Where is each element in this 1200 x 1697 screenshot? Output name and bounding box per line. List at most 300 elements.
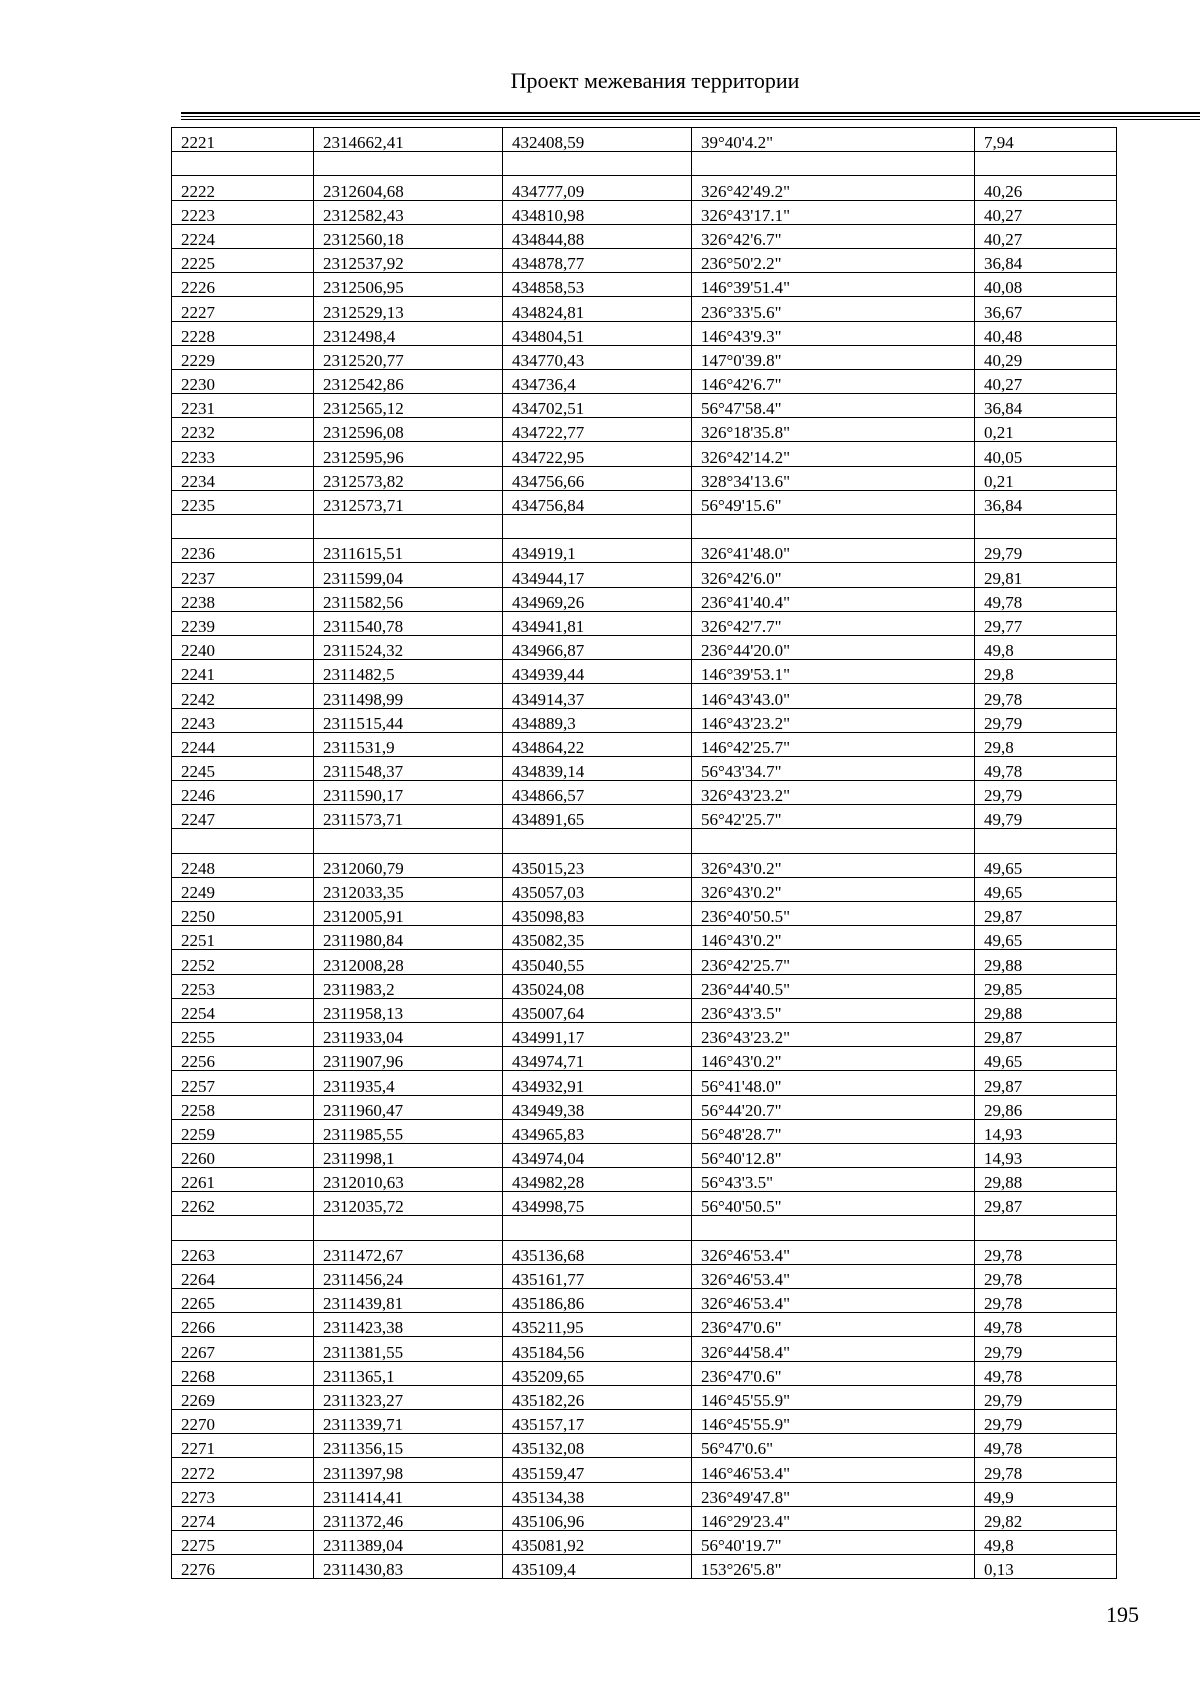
distance-cell: 29,79 (975, 1337, 1117, 1361)
table-row (172, 1385, 1117, 1409)
table-row (172, 1555, 1117, 1579)
table-row (172, 1095, 1117, 1119)
x-coordinate-cell: 2312573,82 (314, 466, 503, 490)
table-row (172, 805, 1117, 829)
x-coordinate-cell: 2311397,98 (314, 1458, 503, 1482)
point-number-cell: 2242 (172, 684, 314, 708)
table-row (172, 297, 1117, 321)
direction-angle-cell (692, 829, 975, 853)
direction-angle-cell: 326°42'6.7" (692, 224, 975, 248)
x-coordinate-cell: 2311582,56 (314, 587, 503, 611)
y-coordinate-cell (503, 829, 692, 853)
y-coordinate-cell: 435157,17 (503, 1409, 692, 1433)
x-coordinate-cell: 2312035,72 (314, 1192, 503, 1216)
point-number-cell: 2237 (172, 563, 314, 587)
table-row (172, 1409, 1117, 1433)
distance-cell: 29,85 (975, 974, 1117, 998)
x-coordinate-cell: 2311985,55 (314, 1119, 503, 1143)
direction-angle-cell: 146°29'23.4" (692, 1506, 975, 1530)
point-number-cell: 2272 (172, 1458, 314, 1482)
distance-cell: 29,79 (975, 781, 1117, 805)
y-coordinate-cell: 434878,77 (503, 248, 692, 272)
direction-angle-cell: 146°39'53.1" (692, 660, 975, 684)
x-coordinate-cell: 2311933,04 (314, 1022, 503, 1046)
table-row (172, 200, 1117, 224)
table-row (172, 1240, 1117, 1264)
direction-angle-cell: 326°42'7.7" (692, 611, 975, 635)
distance-cell: 29,82 (975, 1506, 1117, 1530)
distance-cell: 49,65 (975, 877, 1117, 901)
y-coordinate-cell: 434866,57 (503, 781, 692, 805)
distance-cell: 49,65 (975, 1047, 1117, 1071)
direction-angle-cell: 146°43'9.3" (692, 321, 975, 345)
direction-angle-cell: 236°44'20.0" (692, 635, 975, 659)
table-row (172, 611, 1117, 635)
direction-angle-cell: 56°40'19.7" (692, 1530, 975, 1554)
direction-angle-cell: 56°43'3.5" (692, 1168, 975, 1192)
x-coordinate-cell: 2312008,28 (314, 950, 503, 974)
distance-cell: 49,78 (975, 1313, 1117, 1337)
y-coordinate-cell: 435132,08 (503, 1434, 692, 1458)
y-coordinate-cell: 435109,4 (503, 1555, 692, 1579)
point-number-cell: 2268 (172, 1361, 314, 1385)
x-coordinate-cell: 2312033,35 (314, 877, 503, 901)
distance-cell: 40,27 (975, 224, 1117, 248)
x-coordinate-cell: 2311339,71 (314, 1409, 503, 1433)
point-number-cell: 2229 (172, 345, 314, 369)
distance-cell: 40,29 (975, 345, 1117, 369)
point-number-cell: 2261 (172, 1168, 314, 1192)
direction-angle-cell: 236°40'50.5" (692, 902, 975, 926)
direction-angle-cell (692, 515, 975, 539)
direction-angle-cell: 236°50'2.2" (692, 248, 975, 272)
point-number-cell: 2266 (172, 1313, 314, 1337)
y-coordinate-cell: 434941,81 (503, 611, 692, 635)
table-row (172, 224, 1117, 248)
x-coordinate-cell: 2311599,04 (314, 563, 503, 587)
separator-row (172, 829, 1117, 853)
y-coordinate-cell: 434944,17 (503, 563, 692, 587)
point-number-cell: 2263 (172, 1240, 314, 1264)
x-coordinate-cell: 2311372,46 (314, 1506, 503, 1530)
direction-angle-cell: 56°40'50.5" (692, 1192, 975, 1216)
table-row (172, 369, 1117, 393)
direction-angle-cell: 56°48'28.7" (692, 1119, 975, 1143)
point-number-cell: 2267 (172, 1337, 314, 1361)
x-coordinate-cell: 2312520,77 (314, 345, 503, 369)
point-number-cell: 2273 (172, 1482, 314, 1506)
direction-angle-cell (692, 1216, 975, 1240)
point-number-cell: 2260 (172, 1143, 314, 1167)
y-coordinate-cell: 434969,26 (503, 587, 692, 611)
distance-cell: 29,87 (975, 1071, 1117, 1095)
y-coordinate-cell: 434702,51 (503, 394, 692, 418)
y-coordinate-cell: 434991,17 (503, 1022, 692, 1046)
direction-angle-cell: 56°40'12.8" (692, 1143, 975, 1167)
y-coordinate-cell: 434974,71 (503, 1047, 692, 1071)
table-row (172, 1168, 1117, 1192)
point-number-cell: 2246 (172, 781, 314, 805)
separator-row (172, 152, 1117, 176)
x-coordinate-cell: 2311980,84 (314, 926, 503, 950)
distance-cell: 29,86 (975, 1095, 1117, 1119)
point-number-cell: 2275 (172, 1530, 314, 1554)
direction-angle-cell: 56°42'25.7" (692, 805, 975, 829)
direction-angle-cell: 146°43'23.2" (692, 708, 975, 732)
y-coordinate-cell: 434939,44 (503, 660, 692, 684)
point-number-cell: 2276 (172, 1555, 314, 1579)
direction-angle-cell: 56°43'34.7" (692, 756, 975, 780)
x-coordinate-cell: 2311356,15 (314, 1434, 503, 1458)
y-coordinate-cell: 435057,03 (503, 877, 692, 901)
y-coordinate-cell: 435186,86 (503, 1289, 692, 1313)
point-number-cell: 2258 (172, 1095, 314, 1119)
x-coordinate-cell: 2312010,63 (314, 1168, 503, 1192)
distance-cell: 29,88 (975, 950, 1117, 974)
distance-cell: 36,67 (975, 297, 1117, 321)
y-coordinate-cell: 435209,65 (503, 1361, 692, 1385)
x-coordinate-cell: 2311998,1 (314, 1143, 503, 1167)
table-row (172, 394, 1117, 418)
x-coordinate-cell: 2311515,44 (314, 708, 503, 732)
x-coordinate-cell: 2311524,32 (314, 635, 503, 659)
direction-angle-cell: 56°47'0.6" (692, 1434, 975, 1458)
point-number-cell: 2228 (172, 321, 314, 345)
direction-angle-cell: 146°39'51.4" (692, 273, 975, 297)
table-row (172, 974, 1117, 998)
y-coordinate-cell: 434722,77 (503, 418, 692, 442)
y-coordinate-cell: 434919,1 (503, 539, 692, 563)
x-coordinate-cell: 2311381,55 (314, 1337, 503, 1361)
y-coordinate-cell: 435211,95 (503, 1313, 692, 1337)
distance-cell: 49,65 (975, 853, 1117, 877)
coordinates-table (171, 127, 1117, 1579)
distance-cell (975, 1216, 1117, 1240)
y-coordinate-cell: 434722,95 (503, 442, 692, 466)
x-coordinate-cell: 2311935,4 (314, 1071, 503, 1095)
y-coordinate-cell: 434756,84 (503, 490, 692, 514)
distance-cell: 49,79 (975, 805, 1117, 829)
point-number-cell: 2250 (172, 902, 314, 926)
distance-cell: 36,84 (975, 248, 1117, 272)
y-coordinate-cell: 434889,3 (503, 708, 692, 732)
y-coordinate-cell: 434932,91 (503, 1071, 692, 1095)
distance-cell: 40,26 (975, 176, 1117, 200)
point-number-cell: 2251 (172, 926, 314, 950)
distance-cell: 29,78 (975, 684, 1117, 708)
distance-cell: 40,48 (975, 321, 1117, 345)
y-coordinate-cell: 435182,26 (503, 1385, 692, 1409)
table-row (172, 1047, 1117, 1071)
distance-cell: 29,88 (975, 998, 1117, 1022)
table-row (172, 1482, 1117, 1506)
distance-cell: 49,8 (975, 1530, 1117, 1554)
point-number-cell: 2248 (172, 853, 314, 877)
table-row (172, 1022, 1117, 1046)
direction-angle-cell: 326°46'53.4" (692, 1264, 975, 1288)
point-number-cell: 2232 (172, 418, 314, 442)
y-coordinate-cell: 434770,43 (503, 345, 692, 369)
table-row (172, 902, 1117, 926)
y-coordinate-cell: 434982,28 (503, 1168, 692, 1192)
y-coordinate-cell: 435136,68 (503, 1240, 692, 1264)
y-coordinate-cell: 434864,22 (503, 732, 692, 756)
direction-angle-cell: 56°49'15.6" (692, 490, 975, 514)
table-row (172, 1289, 1117, 1313)
table-row (172, 1313, 1117, 1337)
table-row (172, 1506, 1117, 1530)
x-coordinate-cell: 2311958,13 (314, 998, 503, 1022)
y-coordinate-cell: 435134,38 (503, 1482, 692, 1506)
direction-angle-cell: 236°43'3.5" (692, 998, 975, 1022)
point-number-cell: 2259 (172, 1119, 314, 1143)
table-row (172, 1119, 1117, 1143)
point-number-cell: 2264 (172, 1264, 314, 1288)
y-coordinate-cell: 435106,96 (503, 1506, 692, 1530)
page-header-title: Проект межевания территории (510, 68, 800, 93)
point-number-cell: 2235 (172, 490, 314, 514)
y-coordinate-cell: 434998,75 (503, 1192, 692, 1216)
point-number-cell: 2274 (172, 1506, 314, 1530)
table-row (172, 1530, 1117, 1554)
point-number-cell: 2239 (172, 611, 314, 635)
y-coordinate-cell: 434839,14 (503, 756, 692, 780)
table-row (172, 781, 1117, 805)
x-coordinate-cell: 2311960,47 (314, 1095, 503, 1119)
y-coordinate-cell (503, 1216, 692, 1240)
header-rule (181, 119, 1200, 120)
direction-angle-cell: 326°42'49.2" (692, 176, 975, 200)
distance-cell: 36,84 (975, 394, 1117, 418)
distance-cell: 29,8 (975, 732, 1117, 756)
table-row (172, 563, 1117, 587)
x-coordinate-cell: 2311498,99 (314, 684, 503, 708)
table-row (172, 345, 1117, 369)
direction-angle-cell: 236°42'25.7" (692, 950, 975, 974)
x-coordinate-cell: 2311423,38 (314, 1313, 503, 1337)
y-coordinate-cell: 435161,77 (503, 1264, 692, 1288)
direction-angle-cell: 326°18'35.8" (692, 418, 975, 442)
table-row (172, 490, 1117, 514)
point-number-cell: 2257 (172, 1071, 314, 1095)
y-coordinate-cell: 435040,55 (503, 950, 692, 974)
distance-cell: 49,9 (975, 1482, 1117, 1506)
distance-cell: 29,77 (975, 611, 1117, 635)
y-coordinate-cell: 434824,81 (503, 297, 692, 321)
direction-angle-cell (692, 152, 975, 176)
point-number-cell (172, 1216, 314, 1240)
direction-angle-cell: 236°47'0.6" (692, 1361, 975, 1385)
y-coordinate-cell (503, 152, 692, 176)
point-number-cell: 2262 (172, 1192, 314, 1216)
distance-cell: 49,78 (975, 1361, 1117, 1385)
page-number: 195 (1106, 1602, 1139, 1627)
x-coordinate-cell: 2311590,17 (314, 781, 503, 805)
x-coordinate-cell: 2311472,67 (314, 1240, 503, 1264)
x-coordinate-cell (314, 515, 503, 539)
x-coordinate-cell: 2312582,43 (314, 200, 503, 224)
y-coordinate-cell: 435015,23 (503, 853, 692, 877)
y-coordinate-cell: 434858,53 (503, 273, 692, 297)
table-row (172, 442, 1117, 466)
direction-angle-cell: 326°43'17.1" (692, 200, 975, 224)
table-row (172, 684, 1117, 708)
direction-angle-cell: 39°40'4.2" (692, 128, 975, 152)
distance-cell: 29,87 (975, 1022, 1117, 1046)
point-number-cell: 2225 (172, 248, 314, 272)
distance-cell: 49,78 (975, 1434, 1117, 1458)
distance-cell: 40,27 (975, 369, 1117, 393)
direction-angle-cell: 146°42'6.7" (692, 369, 975, 393)
direction-angle-cell: 326°43'0.2" (692, 853, 975, 877)
y-coordinate-cell: 432408,59 (503, 128, 692, 152)
table-row (172, 1434, 1117, 1458)
x-coordinate-cell: 2311548,37 (314, 756, 503, 780)
x-coordinate-cell: 2312060,79 (314, 853, 503, 877)
point-number-cell: 2240 (172, 635, 314, 659)
table-row (172, 128, 1117, 152)
x-coordinate-cell: 2311365,1 (314, 1361, 503, 1385)
x-coordinate-cell: 2312565,12 (314, 394, 503, 418)
table-row (172, 635, 1117, 659)
distance-cell: 29,79 (975, 708, 1117, 732)
point-number-cell: 2238 (172, 587, 314, 611)
x-coordinate-cell: 2312498,4 (314, 321, 503, 345)
table-row (172, 708, 1117, 732)
direction-angle-cell: 56°44'20.7" (692, 1095, 975, 1119)
y-coordinate-cell: 434949,38 (503, 1095, 692, 1119)
direction-angle-cell: 326°43'23.2" (692, 781, 975, 805)
x-coordinate-cell: 2312595,96 (314, 442, 503, 466)
distance-cell: 29,79 (975, 539, 1117, 563)
y-coordinate-cell: 434810,98 (503, 200, 692, 224)
table-row (172, 248, 1117, 272)
y-coordinate-cell (503, 515, 692, 539)
direction-angle-cell: 236°41'40.4" (692, 587, 975, 611)
x-coordinate-cell (314, 829, 503, 853)
distance-cell: 29,88 (975, 1168, 1117, 1192)
x-coordinate-cell: 2311531,9 (314, 732, 503, 756)
direction-angle-cell: 236°33'5.6" (692, 297, 975, 321)
distance-cell: 7,94 (975, 128, 1117, 152)
separator-row (172, 515, 1117, 539)
table-row (172, 1143, 1117, 1167)
direction-angle-cell: 236°43'23.2" (692, 1022, 975, 1046)
x-coordinate-cell: 2312506,95 (314, 273, 503, 297)
point-number-cell: 2249 (172, 877, 314, 901)
point-number-cell (172, 152, 314, 176)
distance-cell (975, 515, 1117, 539)
direction-angle-cell: 236°49'47.8" (692, 1482, 975, 1506)
table-row (172, 950, 1117, 974)
distance-cell: 40,08 (975, 273, 1117, 297)
point-number-cell: 2256 (172, 1047, 314, 1071)
y-coordinate-cell: 435007,64 (503, 998, 692, 1022)
point-number-cell: 2223 (172, 200, 314, 224)
x-coordinate-cell: 2312604,68 (314, 176, 503, 200)
point-number-cell: 2221 (172, 128, 314, 152)
direction-angle-cell: 153°26'5.8" (692, 1555, 975, 1579)
y-coordinate-cell: 434914,37 (503, 684, 692, 708)
direction-angle-cell: 146°45'55.9" (692, 1385, 975, 1409)
point-number-cell: 2234 (172, 466, 314, 490)
direction-angle-cell: 326°43'0.2" (692, 877, 975, 901)
point-number-cell: 2244 (172, 732, 314, 756)
point-number-cell: 2231 (172, 394, 314, 418)
table-row (172, 1071, 1117, 1095)
point-number-cell: 2241 (172, 660, 314, 684)
x-coordinate-cell: 2311439,81 (314, 1289, 503, 1313)
point-number-cell: 2269 (172, 1385, 314, 1409)
distance-cell: 0,21 (975, 466, 1117, 490)
direction-angle-cell: 146°46'53.4" (692, 1458, 975, 1482)
point-number-cell: 2222 (172, 176, 314, 200)
y-coordinate-cell: 434736,4 (503, 369, 692, 393)
distance-cell: 29,78 (975, 1458, 1117, 1482)
table-row (172, 853, 1117, 877)
point-number-cell: 2233 (172, 442, 314, 466)
table-row (172, 660, 1117, 684)
table-row (172, 756, 1117, 780)
direction-angle-cell: 146°45'55.9" (692, 1409, 975, 1433)
y-coordinate-cell: 434804,51 (503, 321, 692, 345)
y-coordinate-cell: 435184,56 (503, 1337, 692, 1361)
x-coordinate-cell: 2311615,51 (314, 539, 503, 563)
table-row (172, 321, 1117, 345)
point-number-cell: 2270 (172, 1409, 314, 1433)
point-number-cell: 2230 (172, 369, 314, 393)
x-coordinate-cell: 2311323,27 (314, 1385, 503, 1409)
x-coordinate-cell: 2312005,91 (314, 902, 503, 926)
y-coordinate-cell: 434965,83 (503, 1119, 692, 1143)
x-coordinate-cell: 2311540,78 (314, 611, 503, 635)
direction-angle-cell: 326°46'53.4" (692, 1240, 975, 1264)
distance-cell: 49,78 (975, 756, 1117, 780)
x-coordinate-cell: 2311482,5 (314, 660, 503, 684)
direction-angle-cell: 236°47'0.6" (692, 1313, 975, 1337)
x-coordinate-cell: 2312529,13 (314, 297, 503, 321)
x-coordinate-cell: 2314662,41 (314, 128, 503, 152)
distance-cell: 29,79 (975, 1409, 1117, 1433)
x-coordinate-cell: 2312573,71 (314, 490, 503, 514)
direction-angle-cell: 326°42'14.2" (692, 442, 975, 466)
x-coordinate-cell (314, 152, 503, 176)
distance-cell: 14,93 (975, 1143, 1117, 1167)
direction-angle-cell: 328°34'13.6" (692, 466, 975, 490)
point-number-cell: 2236 (172, 539, 314, 563)
point-number-cell: 2226 (172, 273, 314, 297)
direction-angle-cell: 236°44'40.5" (692, 974, 975, 998)
separator-row (172, 1216, 1117, 1240)
distance-cell: 14,93 (975, 1119, 1117, 1143)
distance-cell: 40,05 (975, 442, 1117, 466)
distance-cell: 0,21 (975, 418, 1117, 442)
direction-angle-cell: 326°42'6.0" (692, 563, 975, 587)
x-coordinate-cell: 2311983,2 (314, 974, 503, 998)
point-number-cell: 2245 (172, 756, 314, 780)
y-coordinate-cell: 434974,04 (503, 1143, 692, 1167)
direction-angle-cell: 146°43'0.2" (692, 1047, 975, 1071)
point-number-cell: 2243 (172, 708, 314, 732)
coordinates-table-body (172, 128, 1117, 1579)
point-number-cell: 2271 (172, 1434, 314, 1458)
point-number-cell: 2255 (172, 1022, 314, 1046)
y-coordinate-cell: 435082,35 (503, 926, 692, 950)
table-row (172, 877, 1117, 901)
distance-cell: 29,87 (975, 1192, 1117, 1216)
distance-cell: 49,8 (975, 635, 1117, 659)
table-row (172, 1337, 1117, 1361)
